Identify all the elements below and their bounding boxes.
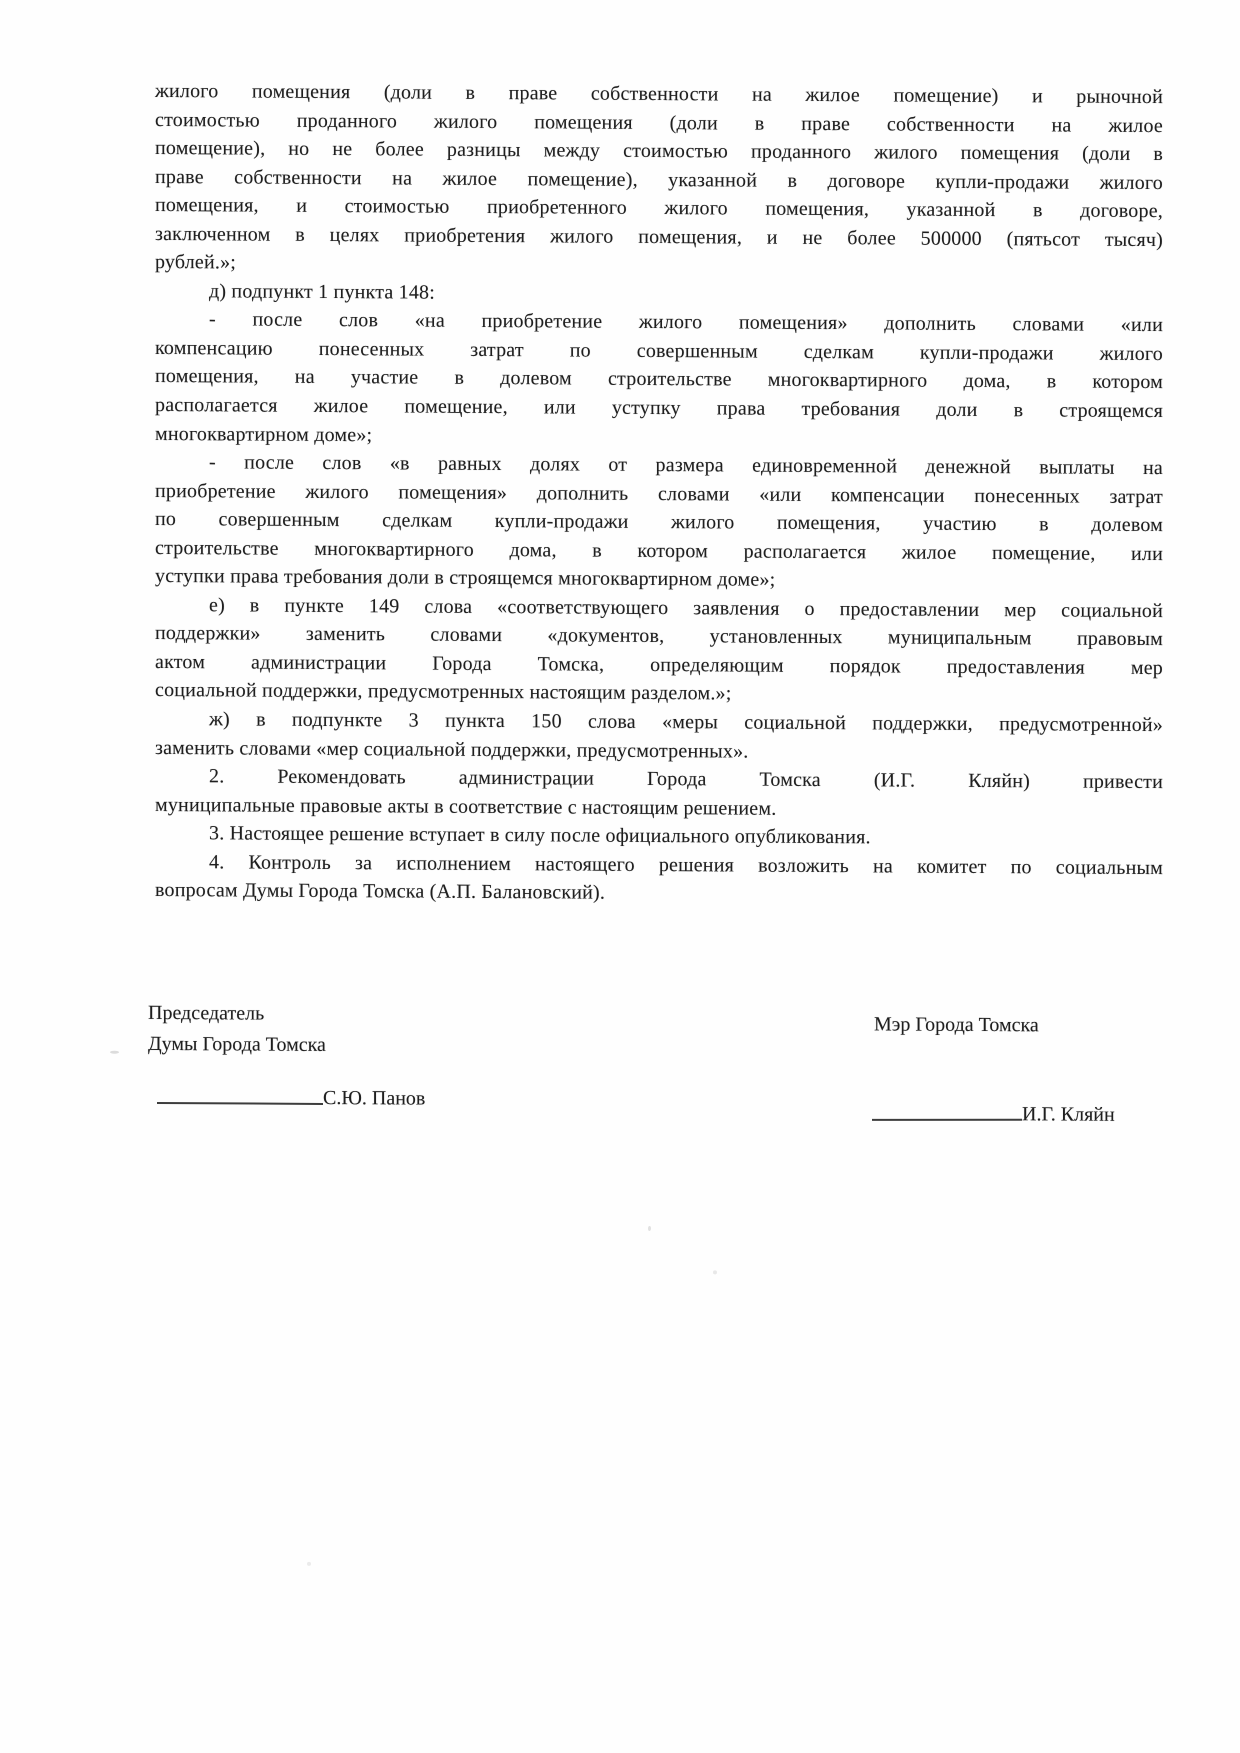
left-role-line2: Думы Города Томска — [148, 1032, 326, 1056]
body-line: актом администрации Города Томска, определяющим порядок предоставления мер — [155, 650, 1163, 680]
document-body-text — [155, 77, 1163, 911]
body-line: муниципальные правовые акты в соответствие с настоящим решением. — [155, 793, 777, 820]
body-line: 2. Рекомендовать администрации Города Томска (И.Г. Кляйн) привести — [209, 765, 1163, 794]
right-signature-line — [872, 1119, 1022, 1121]
body-line: вопросам Думы Города Томска (А.П. Балановский). — [155, 879, 606, 905]
body-line: многоквартирном доме»; — [155, 422, 373, 446]
body-line: жилого помещения (доли в праве собственности на жилое помещение) и рыночной — [155, 79, 1163, 109]
body-line: рублей.»; — [155, 251, 237, 274]
body-line: приобретение жилого помещения» дополнить словами «или компенсации понесенных затрат — [155, 479, 1163, 508]
body-line: компенсацию понесенных затрат по совершенным сделкам купли-продажи жилого — [155, 336, 1163, 366]
body-line: е) в пункте 149 слова «соответствующего заявления о предоставлении мер социальной — [209, 594, 1163, 622]
scan-speck — [110, 1051, 119, 1054]
body-line: социальной поддержки, предусмотренных настоящим разделом.»; — [155, 679, 732, 705]
body-line: 3. Настоящее решение вступает в силу после официального опубликования. — [209, 822, 871, 849]
body-line: стоимостью проданного жилого помещения (доли в праве собственности на жилое — [155, 108, 1163, 137]
body-line: помещение), но не более разницы между стоимостью проданного жилого помещения (доли в — [155, 137, 1163, 166]
body-line: ж) в подпункте 3 пункта 150 слова «меры социальной поддержки, предусмотренной» — [209, 708, 1163, 737]
body-line: заменить словами «мер социальной поддержки, предусмотренных». — [155, 736, 749, 763]
body-line: праве собственности на жилое помещение), указанной в договоре купли-продажи жилого — [155, 165, 1163, 194]
body-line: поддержки» заменить словами «документов, установленных муниципальным правовым — [155, 622, 1163, 651]
body-line: строительстве многоквартирного дома, в котором располагается жилое помещение, или — [155, 536, 1163, 565]
right-signature-row — [872, 1102, 1115, 1126]
right-signatory-role: Мэр Города Томска — [874, 1013, 1039, 1037]
left-signatory-role — [148, 998, 326, 1061]
body-line: уступки права требования доли в строящемся многоквартирном доме»; — [155, 565, 776, 592]
left-signature-row — [157, 1086, 425, 1111]
scan-speck — [648, 1226, 651, 1231]
left-signature-line — [157, 1102, 323, 1105]
scan-speck — [307, 1562, 311, 1566]
left-role-line1: Председатель — [148, 1001, 265, 1025]
body-line: - после слов «в равных долях от размера единовременной денежной выплаты на — [209, 451, 1163, 480]
body-line: д) подпункт 1 пункта 148: — [209, 280, 436, 304]
left-signer-name: С.Ю. Панов — [323, 1086, 426, 1110]
body-line: располагается жилое помещение, или уступку права требования доли в строящемся — [155, 393, 1163, 423]
body-line: помещения, на участие в долевом строительстве многоквартирного дома, в котором — [155, 365, 1163, 394]
scan-speck — [713, 1270, 717, 1274]
right-signer-name: И.Г. Кляйн — [1022, 1103, 1115, 1126]
body-line: по совершенным сделкам купли-продажи жилого помещения, участию в долевом — [155, 508, 1163, 537]
body-line: 4. Контроль за исполнением настоящего решения возложить на комитет по социальным — [209, 851, 1163, 879]
body-line: - после слов «на приобретение жилого помещения» дополнить словами «или — [209, 308, 1163, 337]
body-line: заключенном в целях приобретения жилого помещения, и не более 500000 (пятьсот тысяч) — [155, 222, 1163, 251]
body-line: помещения, и стоимостью приобретенного жилого помещения, указанной в договоре, — [155, 194, 1163, 223]
